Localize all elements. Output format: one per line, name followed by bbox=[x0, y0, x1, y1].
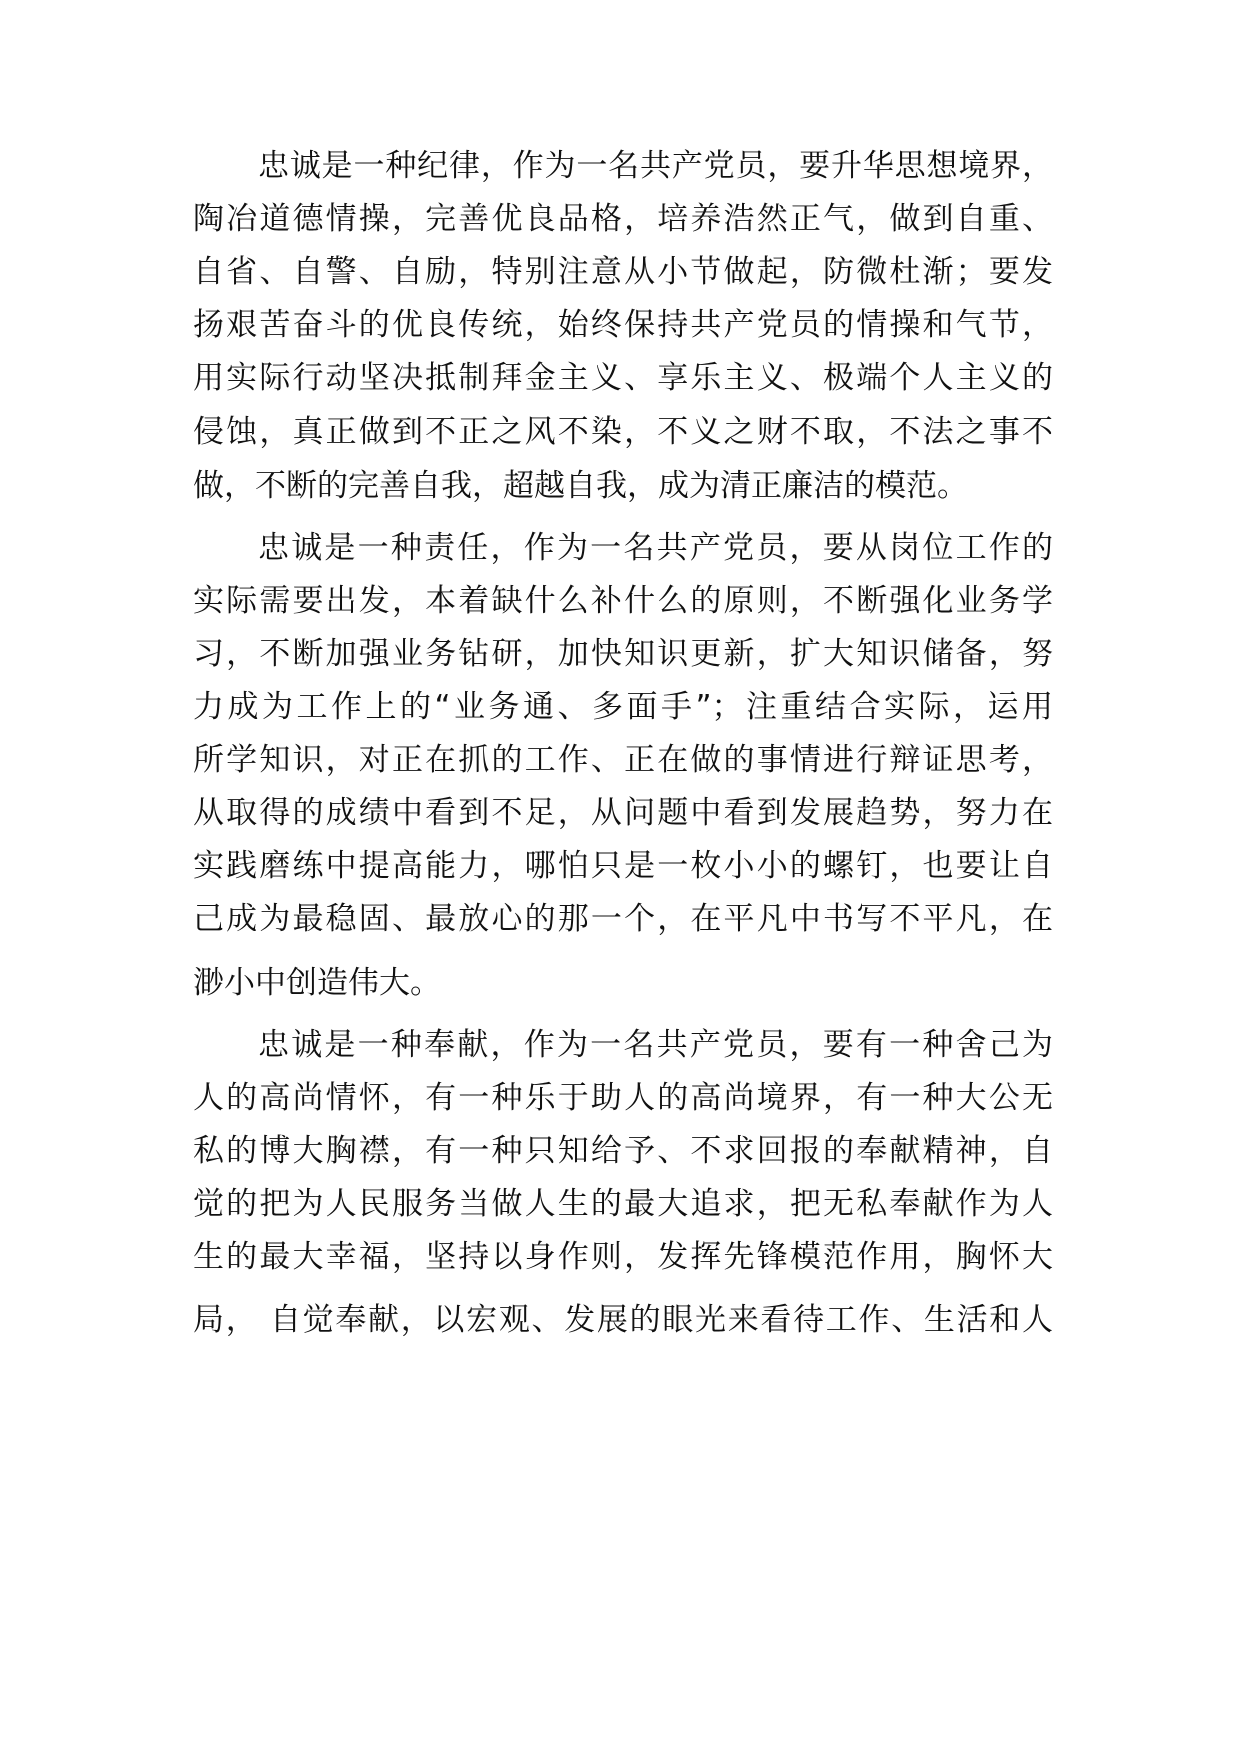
paragraph-line: 实践磨练中提高能力，哪怕只是一枚小小的螺钉，也要让自 bbox=[193, 848, 1053, 884]
paragraph-line: 习，不断加强业务钻研，加快知识更新，扩大知识储备，努 bbox=[193, 636, 1053, 672]
paragraph-line: 己成为最稳固、最放心的那一个，在平凡中书写不平凡，在 bbox=[193, 901, 1053, 937]
paragraph-line: 局， 自觉奉献，以宏观、发展的眼光来看待工作、生活和人 bbox=[193, 1302, 1053, 1338]
paragraph-line: 忠诚是一种责任，作为一名共产党员，要从岗位工作的 bbox=[258, 530, 1053, 566]
paragraph-line: 用实际行动坚决抵制拜金主义、享乐主义、极端个人主义的 bbox=[193, 360, 1053, 396]
paragraph-line: 人的高尚情怀，有一种乐于助人的高尚境界，有一种大公无 bbox=[193, 1080, 1053, 1116]
paragraph-line: 所学知识，对正在抓的工作、正在做的事情进行辩证思考， bbox=[193, 742, 1053, 778]
paragraph-line: 私的博大胸襟，有一种只知给予、不求回报的奉献精神，自 bbox=[193, 1133, 1053, 1169]
paragraph-line: 渺小中创造伟大。 bbox=[193, 965, 441, 1001]
paragraph-line: 力成为工作上的“业务通、多面手”；注重结合实际，运用 bbox=[193, 689, 1053, 725]
paragraph-line: 从取得的成绩中看到不足，从问题中看到发展趋势，努力在 bbox=[193, 795, 1053, 831]
paragraph-line: 生的最大幸福，坚持以身作则，发挥先锋模范作用，胸怀大 bbox=[193, 1239, 1053, 1275]
paragraph-line: 做，不断的完善自我，超越自我，成为清正廉洁的模范。 bbox=[193, 468, 968, 504]
paragraph-line: 忠诚是一种纪律，作为一名共产党员，要升华思想境界， bbox=[258, 148, 1053, 184]
paragraph-line: 觉的把为人民服务当做人生的最大追求，把无私奉献作为人 bbox=[193, 1186, 1053, 1222]
paragraph-line: 实际需要出发，本着缺什么补什么的原则，不断强化业务学 bbox=[193, 583, 1053, 619]
paragraph-line: 忠诚是一种奉献，作为一名共产党员，要有一种舍己为 bbox=[258, 1027, 1053, 1063]
paragraph-line: 陶冶道德情操，完善优良品格，培养浩然正气，做到自重、 bbox=[193, 201, 1053, 237]
paragraph-line: 扬艰苦奋斗的优良传统，始终保持共产党员的情操和气节， bbox=[193, 307, 1053, 343]
paragraph-line: 侵蚀，真正做到不正之风不染，不义之财不取，不法之事不 bbox=[193, 414, 1053, 450]
paragraph-line: 自省、自警、自励，特别注意从小节做起，防微杜渐；要发 bbox=[193, 254, 1053, 290]
